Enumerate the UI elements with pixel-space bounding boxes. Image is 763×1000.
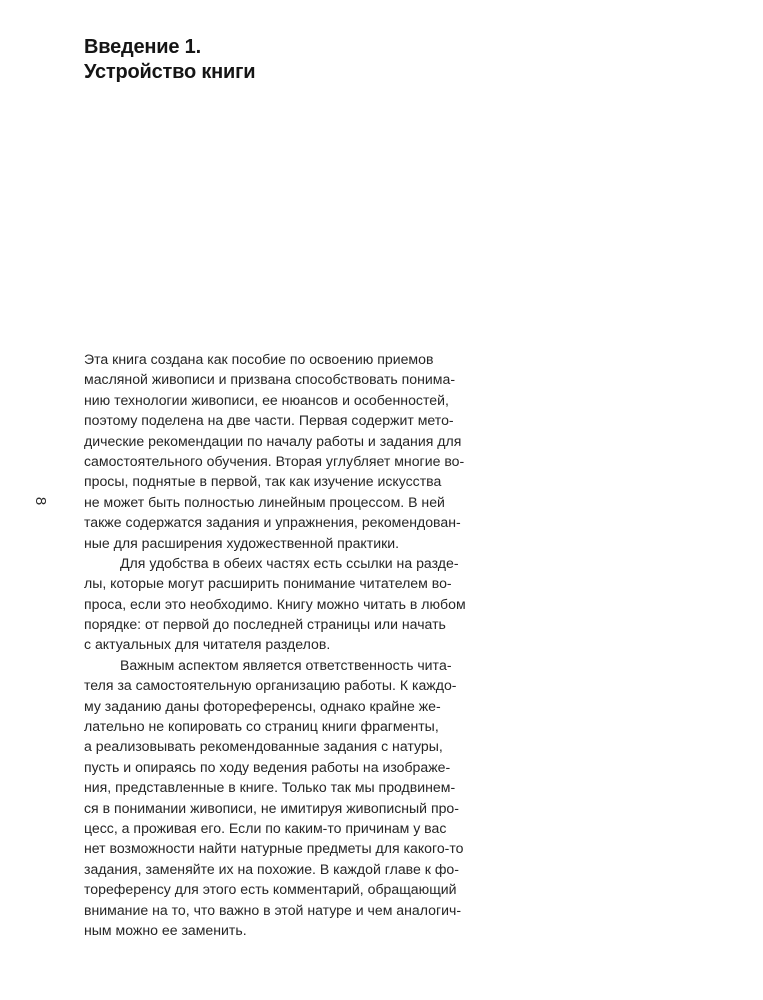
text-line: лательно не копировать со страниц книги фрагменты, [84, 718, 439, 735]
text-line: порядке: от первой до последней страницы или начать [84, 616, 446, 633]
text-line: му заданию даны фотореференсы, однако крайне же- [84, 697, 441, 714]
text-line: Эта книга создана как пособие по освоению приемов [84, 351, 434, 367]
title-line-1: Введение 1. [84, 36, 201, 58]
text-line: задания, заменяйте их на похожие. В каждой главе к фо- [84, 860, 459, 877]
text-line: Для удобства в обеих частях есть ссылки на разде- [120, 554, 459, 571]
text-line: ния, представленные в книге. Только так мы продвинем- [84, 779, 456, 796]
text-line: не может быть полностью линейным процессом. В ней [84, 493, 445, 510]
page-title [84, 35, 255, 85]
body-text [84, 349, 498, 940]
text-line: дические рекомендации по началу работы и задания для [84, 432, 462, 449]
text-line: с актуальных для читателя разделов. [84, 636, 331, 653]
text-line: а реализовывать рекомендованные задания с натуры, [84, 738, 443, 755]
text-line: лы, которые могут расширить понимание читателем во- [84, 575, 452, 592]
text-line: самостоятельного обучения. Вторая углубляет многие во- [84, 452, 465, 469]
text-line: внимание на то, что важно в этой натуре и чем аналогич- [84, 901, 462, 918]
text-line: поэтому поделена на две части. Первая содержит мето- [84, 412, 454, 429]
text-line: Важным аспектом является ответственность читa- [120, 656, 452, 673]
text-line: масляной живописи и призвана способствовать понима- [84, 371, 456, 388]
text-line: проса, если это необходимо. Книгу можно читать в любом [84, 595, 466, 612]
text-line: также содержатся задания и упражнения, рекомендован- [84, 514, 461, 531]
text-line: пусть и опираясь по ходу ведения работы на изображе- [84, 758, 451, 775]
page-number: 8 [32, 496, 50, 506]
title-line-2: Устройство книги [84, 61, 256, 83]
text-line: просы, поднятые в первой, так как изучение искусства [84, 473, 442, 490]
text-line: ные для расширения художественной практики. [84, 534, 400, 551]
text-line: ся в понимании живописи, не имитируя живописный про- [84, 799, 459, 816]
text-line: тореференсу для этого есть комментарий, обращающий [84, 881, 457, 898]
text-line: нет возможности найти натурные предметы для какого-то [84, 840, 464, 857]
text-line: нию технологии живописи, ее нюансов и особенностей, [84, 391, 449, 408]
text-line: ным можно ее заменить. [84, 921, 247, 938]
text-line: теля за самостоятельную организацию работы. К каждо- [84, 677, 457, 694]
text-line: цесс, а проживая его. Если по каким-то причинам у вас [84, 819, 447, 836]
